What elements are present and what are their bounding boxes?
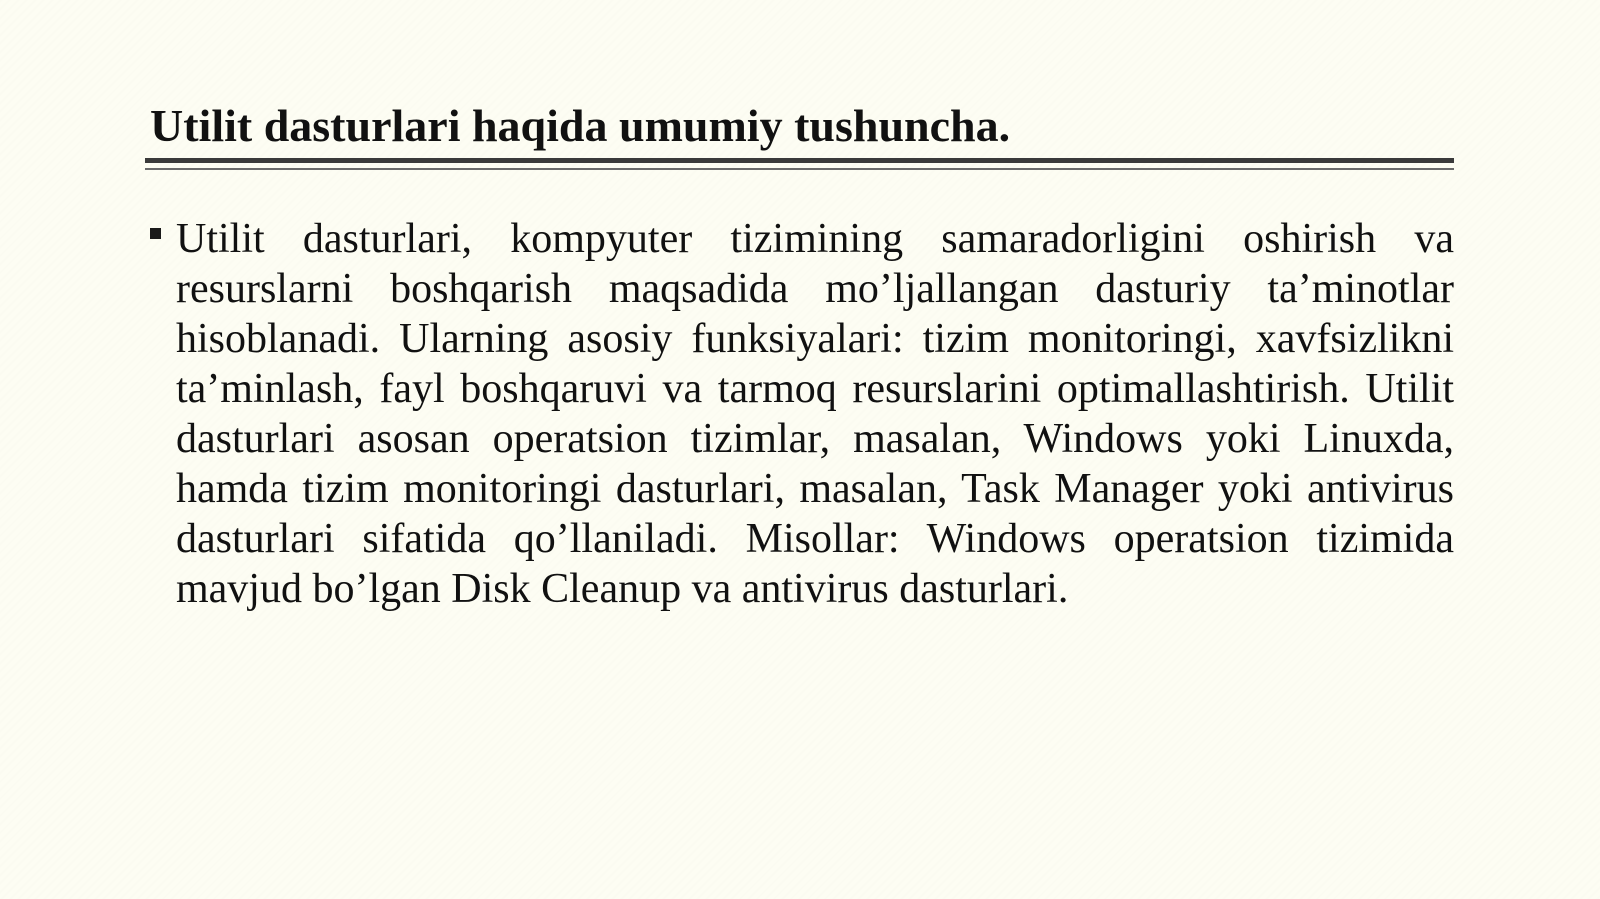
bullet-list — [146, 214, 1454, 614]
slide-title: Utilit dasturlari haqida umumiy tushuncha. — [150, 100, 1011, 151]
title-underline-thin — [145, 168, 1454, 170]
title-underline-thick — [145, 158, 1454, 163]
list-item — [146, 214, 1454, 614]
square-bullet-icon — [150, 228, 161, 239]
bullet-text: Utilit dasturlari, kompyuter tizimining samaradorligini oshirish va resurslarni boshqarish maqsadida mo’ljallangan dasturiy ta’minotlar hisoblanadi. Ularning asosiy funksiyalari: tizim monitoringi, xavfsizlikni ta’minlash, fayl boshqaruvi va tarmoq resurslarini optimallashtirish. Utilit dasturlari asosan operatsion tizimlar, masalan, Windows yoki Linuxda, hamda tizim monitoringi dasturlari, masalan, Task Manager yoki antivirus dasturlari sifatida qo’llaniladi. Misollar: Windows operatsion tizimida mavjud bo’lgan Disk Cleanup va antivirus dasturlari. — [176, 216, 1454, 612]
